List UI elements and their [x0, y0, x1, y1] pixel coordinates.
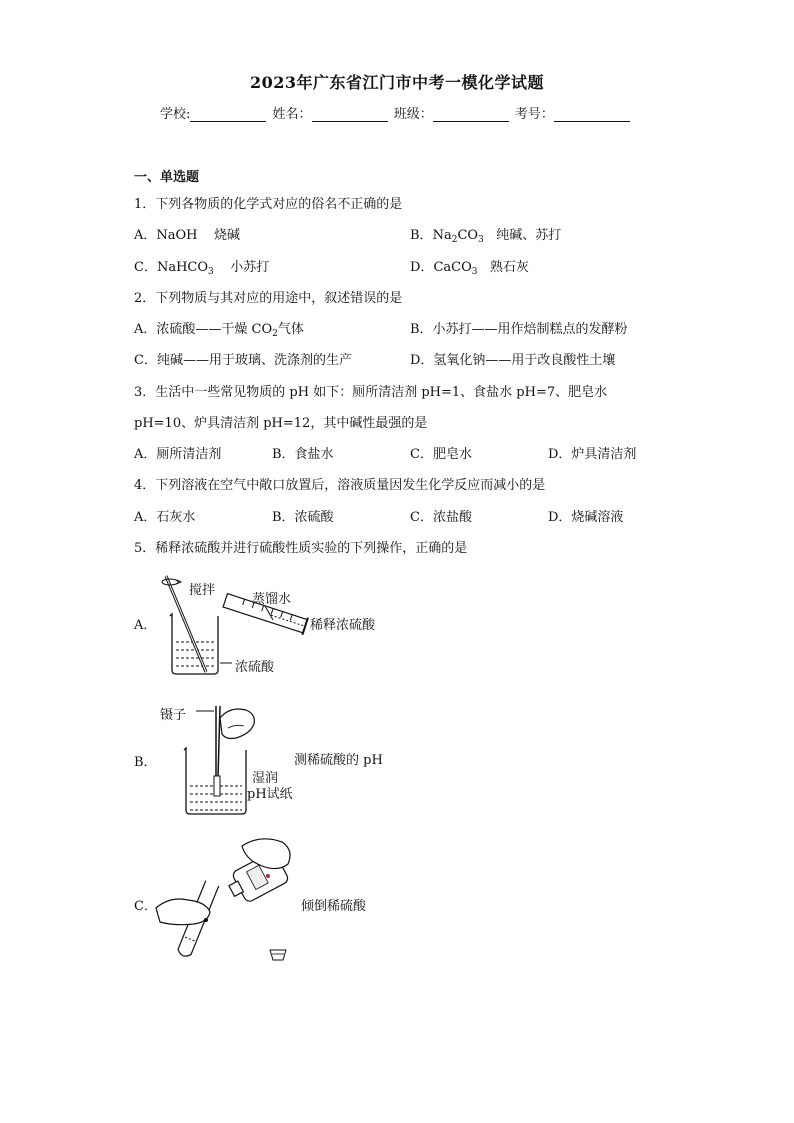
fig-a-caption: 稀释浓硫酸: [310, 618, 376, 633]
q2-option-c[interactable]: C．纯碱——用于玻璃、洗涤剂的生产: [134, 353, 352, 368]
exam-no-label: 考号：: [514, 107, 554, 122]
section-title: 一、单选题: [134, 170, 200, 185]
q3-option-c[interactable]: C．肥皂水: [410, 447, 472, 462]
fig-a-water-label: 蒸馏水: [252, 592, 292, 607]
fig-b-caption: 测稀硫酸的 pH: [294, 753, 383, 768]
question-2-stem: 2．下列物质与其对应的用途中，叙述错误的是: [134, 291, 403, 306]
q4-option-c[interactable]: C．浓盐酸: [410, 510, 472, 525]
q4-option-d[interactable]: D．烧碱溶液: [548, 510, 624, 525]
q3-option-a[interactable]: A．厕所清洁剂: [134, 447, 222, 462]
question-5-stem: 5．稀释浓硫酸并进行硫酸性质实验的下列操作，正确的是: [134, 541, 468, 556]
exam-no-blank[interactable]: [554, 107, 630, 122]
q4-option-b[interactable]: B．浓硫酸: [272, 510, 334, 525]
q4-option-a[interactable]: A．石灰水: [134, 510, 196, 525]
q5-option-b-letter[interactable]: B．: [134, 755, 157, 770]
figure-c-pouring-illustration: [150, 836, 300, 966]
q1-option-d[interactable]: D．CaCO$_3$ 熟石灰: [410, 260, 529, 277]
fig-b-paper-label-1: 湿润: [252, 771, 279, 786]
exam-title: 2023年广东省江门市中考一模化学试题: [249, 73, 545, 92]
fig-b-tweezers-label: 镊子: [160, 708, 187, 723]
q5-option-a-letter[interactable]: A．: [134, 618, 157, 633]
q3-option-d[interactable]: D．炉具清洁剂: [548, 447, 637, 462]
question-3-stem-line2: pH=10、炉具清洁剂 pH=12，其中碱性最强的是: [134, 416, 428, 431]
question-4-stem: 4．下列溶液在空气中敞口放置后，溶液质量因发生化学反应而减小的是: [134, 478, 546, 493]
name-blank[interactable]: [312, 107, 388, 122]
hand-icon: [220, 709, 254, 739]
stopper-icon: [270, 950, 286, 960]
school-label: 学校:: [160, 107, 191, 122]
q1-option-a[interactable]: A．NaOH 烧碱: [134, 228, 241, 243]
question-1-stem: 1．下列各物质的化学式对应的俗名不正确的是: [134, 197, 403, 212]
q2-option-a[interactable]: A．浓硫酸——干燥 $CO_2$气体: [134, 322, 304, 339]
q1-option-b[interactable]: B．$Na_2CO_3$ 纯碱、苏打: [410, 228, 562, 245]
q2-option-d[interactable]: D．氢氧化钠——用于改良酸性土壤: [410, 353, 616, 368]
ph-paper-icon: [214, 776, 220, 796]
fig-a-stir-label: 搅拌: [189, 583, 216, 598]
fig-a-acid-label: 浓硫酸: [235, 660, 275, 675]
student-info-line: [160, 103, 632, 122]
school-blank[interactable]: [190, 107, 266, 122]
class-blank[interactable]: [433, 107, 509, 122]
name-label: 姓名：: [272, 107, 312, 122]
question-3-stem-line1: 3．生活中一些常见物质的 pH 如下：厕所清洁剂 pH=1、食盐水 pH=7、肥皂水: [134, 385, 608, 400]
q1-option-c[interactable]: C．NaHCO$_3$ 小苏打: [134, 260, 270, 277]
fig-b-paper-label-2: pH试纸: [247, 787, 293, 802]
q5-option-c-letter[interactable]: C．: [134, 899, 157, 914]
fig-c-caption: 倾倒稀硫酸: [301, 899, 367, 914]
q2-option-b[interactable]: B．小苏打——用作焙制糕点的发酵粉: [410, 322, 628, 337]
class-label: 班级：: [393, 107, 433, 122]
q3-option-b[interactable]: B．食盐水: [272, 447, 334, 462]
